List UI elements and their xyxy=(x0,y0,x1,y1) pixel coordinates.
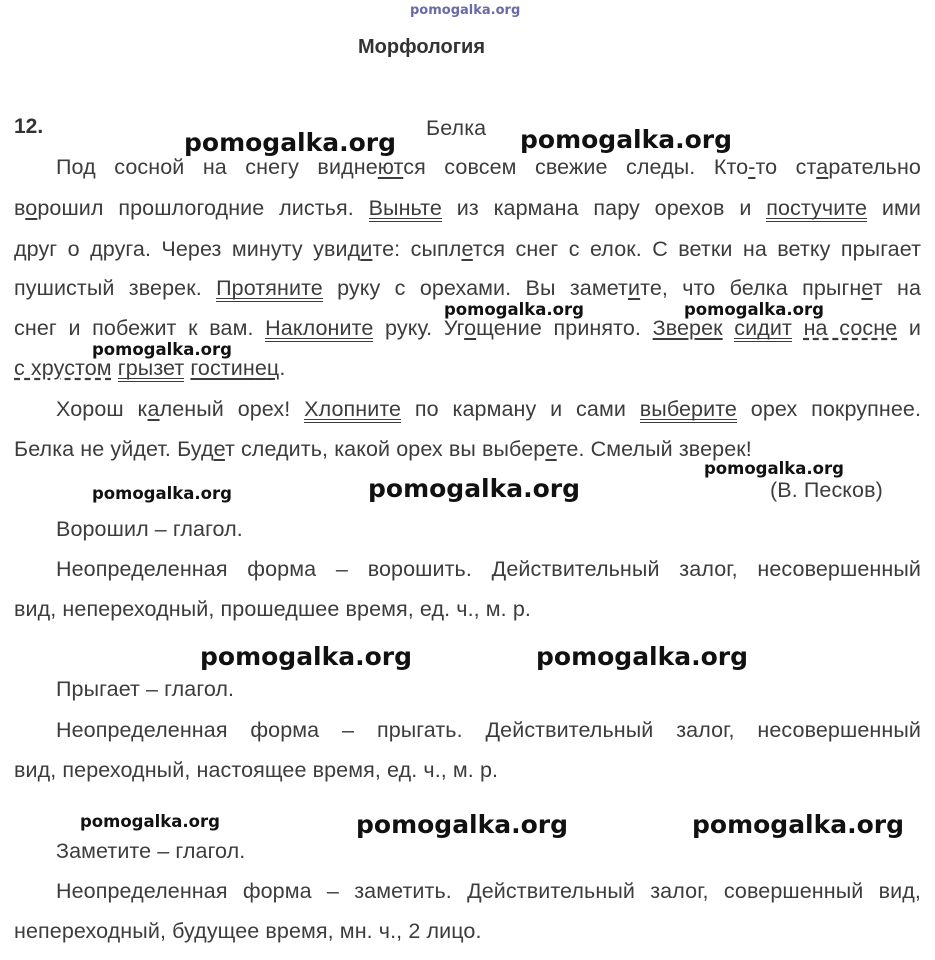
subject-zverek: Зверек xyxy=(652,316,723,340)
object-gostinets: гостин xyxy=(190,356,255,380)
passage-line: Белка не уйдет. Будет следить, какой орех вы выберете. Смелый зверек! xyxy=(14,437,752,461)
analysis-desc-line: Неопределенная форма – ворошить. Действительный залог, несовершенный xyxy=(56,557,921,581)
passage-line: снег и побежит к вам. Наклоните руку. Угощение принято. Зверек сидит на сосне и xyxy=(14,316,921,342)
analysis-desc-line: вид, непереходный, прошедшее время, ед. ч., м. р. xyxy=(14,597,531,621)
passage-line: Под сосной на снегу виднеются совсем свежие следы. Кто-то старательно xyxy=(56,155,921,179)
exercise-number: 12. xyxy=(14,115,44,138)
watermark: pomogalka.org xyxy=(80,812,220,831)
adverbial-na-sosne: на сосне xyxy=(803,316,898,340)
passage-line: Хорош каленый орех! Хлопните по карману и сами выберите орех покрупнее. xyxy=(56,397,921,423)
watermark: pomogalka.org xyxy=(368,474,581,503)
watermark: pomogalka.org xyxy=(520,125,733,154)
analysis-desc-line: Неопределенная форма – прыгать. Действительный залог, несовершенный xyxy=(56,718,921,742)
analysis-desc-line: Неопределенная форма – заметить. Действительный залог, совершенный вид, xyxy=(56,879,921,903)
predicate-khlopnite: Хлопните xyxy=(304,399,401,423)
passage-line: пушистый зверек. Протяните руку с орехами. Вы заметите, что белка прыгнет на xyxy=(14,276,921,302)
analysis-word: Ворошил – глагол. xyxy=(56,517,243,541)
watermark: pomogalka.org xyxy=(200,642,413,671)
watermark: pomogalka.org xyxy=(444,300,584,319)
watermark: pomogalka.org xyxy=(536,642,749,671)
passage-title: Белка xyxy=(426,116,487,140)
watermark: pomogalka.org xyxy=(184,128,397,157)
section-title: Морфология xyxy=(358,36,486,58)
analysis-desc-line: вид, переходный, настоящее время, ед. ч., м. р. xyxy=(14,758,499,782)
analysis-word: Прыгает – глагол. xyxy=(56,677,235,701)
predicate-vyberite: выберите xyxy=(640,399,737,423)
analysis-desc-line: непереходный, будущее время, мн. ч., 2 лицо. xyxy=(14,919,482,943)
watermark: pomogalka.org xyxy=(92,484,232,503)
passage-line: с хрустом грызет гостинец. xyxy=(14,356,285,382)
watermark: pomogalka.org xyxy=(684,300,824,319)
predicate-gryzet: грызет xyxy=(118,358,185,382)
watermark: pomogalka.org xyxy=(692,810,905,839)
predicate-sidit: сидит xyxy=(734,318,792,342)
predicate-protyanite: Протяните xyxy=(216,278,323,302)
passage-author: (В. Песков) xyxy=(770,478,883,502)
watermark: pomogalka.org xyxy=(92,340,232,359)
passage-line: ворошил прошлогодние листья. Выньте из кармана пару орехов и постучите ими xyxy=(14,196,921,222)
watermark: pomogalka.org xyxy=(704,459,844,478)
watermark: pomogalka.org xyxy=(356,810,569,839)
adverbial-s-khrustom: с хрустом xyxy=(14,356,112,380)
predicate-postuchite: постучите xyxy=(766,198,867,222)
site-watermark-top: pomogalka.org xyxy=(410,3,521,18)
analysis-word: Заметите – глагол. xyxy=(56,839,246,863)
predicate-naklonite: Наклоните xyxy=(265,318,373,342)
passage-line: друг о друга. Через минуту увидите: сыплется снег с елок. С ветки на ветку прыгает xyxy=(14,237,922,261)
predicate-vynte: Выньте xyxy=(369,198,442,222)
